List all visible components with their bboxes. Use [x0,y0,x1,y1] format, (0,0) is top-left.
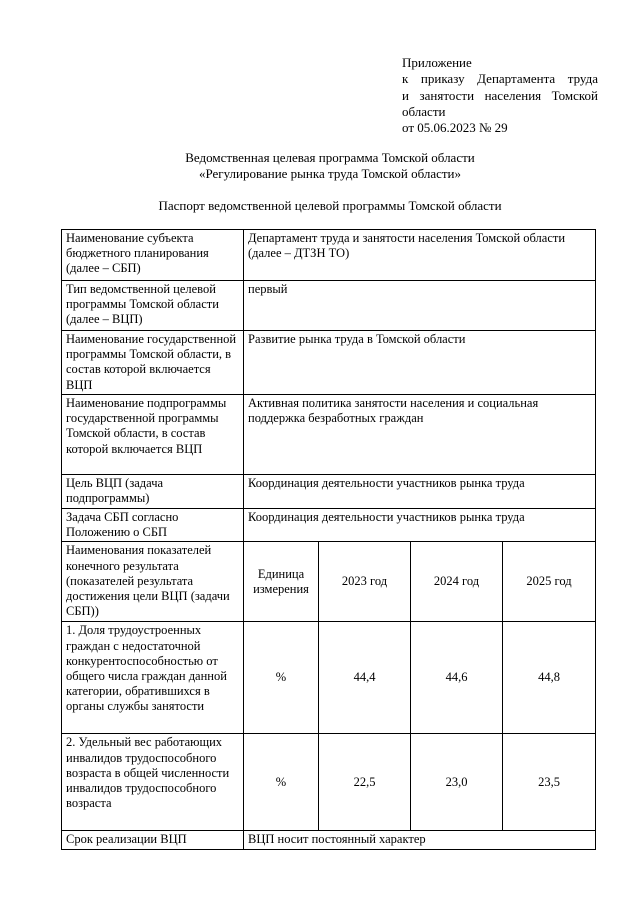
passport-title: Паспорт ведомственной целевой программы Томской области [158,198,502,213]
table-row [62,622,596,734]
appendix-date-number: от 05.06.2023 № 29 [402,120,508,136]
row-value-subject: Департамент труда и занятости населения Томской области (далее – ДТЗН ТО) [244,230,596,281]
row-label-term: Срок реализации ВЦП [62,831,244,849]
program-title-line2: «Регулирование рынка труда Томской области» [198,166,462,181]
indicators-header-2023: 2023 год [319,542,411,622]
indicator2-label: 2. Удельный вес работающих инвалидов трудоспособного возраста в общей численности инвалидов трудоспособного возраста [62,734,244,831]
row-label-subject: Наименование субъекта бюджетного планирования (далее – СБП) [62,230,244,281]
program-title-line1: Ведомственная целевая программа Томской области [185,150,475,165]
appendix-order-line: к приказу Департамента труда [402,71,598,87]
indicator1-unit: % [244,622,319,734]
indicators-header-unit: Единица измерения [244,542,319,622]
indicator2-2024: 23,0 [411,734,503,831]
table-row [62,281,596,331]
passport-table [61,229,596,850]
indicator2-2023: 22,5 [319,734,411,831]
appendix-block [402,55,598,136]
table-row [62,475,596,509]
appendix-region-line: области [402,103,446,119]
table-row [62,542,596,622]
table-row [62,831,596,849]
row-label-state-program: Наименование государственной программы Томской области, в состав которой включается ВЦП [62,331,244,395]
indicators-header-2024: 2024 год [411,542,503,622]
table-row [62,230,596,281]
indicator1-label: 1. Доля трудоустроенных граждан с недостаточной конкурентоспособностью от общего числа граждан данной категории, обратившихся в органы службы занятости [62,622,244,734]
row-label-goal: Цель ВЦП (задача подпрограммы) [62,475,244,509]
indicator1-2025: 44,8 [503,622,596,734]
row-value-type: первый [244,281,596,331]
indicators-header-label: Наименования показателей конечного результата (показателей результата достижения цели ВЦП (задачи СБП)) [62,542,244,622]
indicator1-2023: 44,4 [319,622,411,734]
indicator2-unit: % [244,734,319,831]
appendix-department-line: и занятости населения Томской [402,87,598,103]
row-value-goal: Координация деятельности участников рынка труда [244,475,596,509]
table-row [62,331,596,395]
appendix-heading: Приложение [402,55,472,70]
table-row [62,395,596,475]
indicators-header-2025: 2025 год [503,542,596,622]
table-row [62,734,596,831]
row-value-state-program: Развитие рынка труда в Томской области [244,331,596,395]
indicator2-2025: 23,5 [503,734,596,831]
row-label-type: Тип ведомственной целевой программы Томской области (далее – ВЦП) [62,281,244,331]
row-label-subprogram: Наименование подпрограммы государственной программы Томской области, в состав которой включается ВЦП [62,395,244,475]
indicator1-2024: 44,6 [411,622,503,734]
row-value-subprogram: Активная политика занятости населения и социальная поддержка безработных граждан [244,395,596,475]
table-row [62,509,596,542]
row-label-task: Задача СБП согласно Положению о СБП [62,509,244,542]
row-value-term: ВЦП носит постоянный характер [244,831,596,849]
row-value-task: Координация деятельности участников рынка труда [244,509,596,542]
